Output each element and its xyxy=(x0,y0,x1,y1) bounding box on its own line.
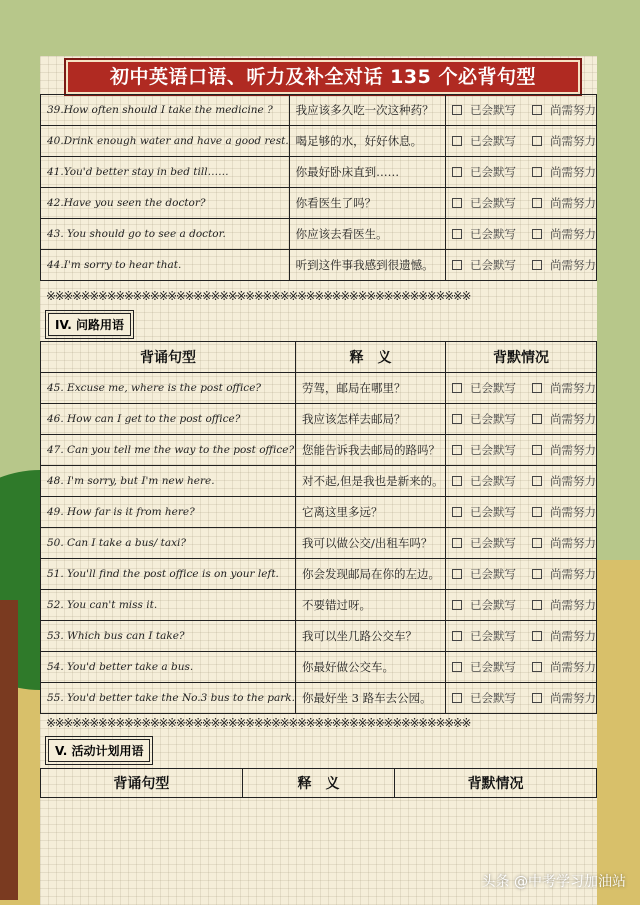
status-cell xyxy=(446,188,597,219)
checkbox-done[interactable] xyxy=(452,105,462,115)
status-done-label: 已会默写 xyxy=(470,567,516,581)
checkbox-todo[interactable] xyxy=(532,105,542,115)
status-todo-label: 尚需努力 xyxy=(550,165,596,179)
status-done-label: 已会默写 xyxy=(470,196,516,210)
checkbox-todo[interactable] xyxy=(532,538,542,548)
checkbox-done[interactable] xyxy=(452,600,462,610)
status-todo-label: 尚需努力 xyxy=(550,381,596,395)
checkbox-todo[interactable] xyxy=(532,476,542,486)
status-done-label: 已会默写 xyxy=(470,629,516,643)
english-phrase: 48. I'm sorry, but I'm new here. xyxy=(41,466,296,497)
status-todo-label: 尚需努力 xyxy=(550,258,596,272)
status-done-label: 已会默写 xyxy=(470,134,516,148)
status-todo-label: 尚需努力 xyxy=(550,412,596,426)
status-todo-label: 尚需努力 xyxy=(550,443,596,457)
table-row xyxy=(41,652,597,683)
checkbox-done[interactable] xyxy=(452,414,462,424)
chinese-meaning: 它离这里多远？ xyxy=(295,497,445,528)
table-row xyxy=(41,219,597,250)
status-todo-label: 尚需努力 xyxy=(550,505,596,519)
chinese-meaning: 你应该去看医生。 xyxy=(289,219,445,250)
header-meaning: 释 义 xyxy=(295,342,445,373)
status-todo-label: 尚需努力 xyxy=(550,474,596,488)
status-cell xyxy=(446,497,597,528)
checkbox-todo[interactable] xyxy=(532,600,542,610)
status-done-label: 已会默写 xyxy=(470,536,516,550)
status-done-label: 已会默写 xyxy=(470,598,516,612)
status-cell xyxy=(446,590,597,621)
chinese-meaning: 我可以做公交/出租车吗？ xyxy=(295,528,445,559)
status-todo-label: 尚需努力 xyxy=(550,629,596,643)
status-cell xyxy=(446,683,597,714)
checkbox-done[interactable] xyxy=(452,631,462,641)
checkbox-todo[interactable] xyxy=(532,229,542,239)
table-row xyxy=(41,95,597,126)
table-row xyxy=(41,559,597,590)
english-phrase: 40.Drink enough water and have a good rest. xyxy=(41,126,290,157)
status-todo-label: 尚需努力 xyxy=(550,227,596,241)
chinese-meaning: 劳驾，邮局在哪里？ xyxy=(295,373,445,404)
table-row xyxy=(41,621,597,652)
status-done-label: 已会默写 xyxy=(470,103,516,117)
watermark: 头条 @中考学习加油站 xyxy=(481,874,626,890)
checkbox-done[interactable] xyxy=(452,383,462,393)
checkbox-done[interactable] xyxy=(452,198,462,208)
checkbox-todo[interactable] xyxy=(532,445,542,455)
divider-stars-2: ※※※※※※※※※※※※※※※※※※※※※※※※※※※※※※※※※※※※※※※※※※※※※※※※※ xyxy=(46,716,471,730)
status-todo-label: 尚需努力 xyxy=(550,691,596,705)
phrase-table-top xyxy=(40,94,597,281)
checkbox-todo[interactable] xyxy=(532,260,542,270)
table-row xyxy=(41,590,597,621)
status-cell xyxy=(446,126,597,157)
header-status: 背默情况 xyxy=(446,342,597,373)
english-phrase: 52. You can't miss it. xyxy=(41,590,296,621)
checkbox-done[interactable] xyxy=(452,693,462,703)
english-phrase: 47. Can you tell me the way to the post office? xyxy=(41,435,296,466)
english-phrase: 45. Excuse me, where is the post office? xyxy=(41,373,296,404)
checkbox-todo[interactable] xyxy=(532,569,542,579)
status-done-label: 已会默写 xyxy=(470,691,516,705)
table-row xyxy=(41,528,597,559)
status-todo-label: 尚需努力 xyxy=(550,134,596,148)
english-phrase: 54. You'd better take a bus. xyxy=(41,652,296,683)
status-done-label: 已会默写 xyxy=(470,660,516,674)
checkbox-todo[interactable] xyxy=(532,136,542,146)
table-row xyxy=(41,157,597,188)
checkbox-todo[interactable] xyxy=(532,631,542,641)
checkbox-todo[interactable] xyxy=(532,167,542,177)
header-meaning: 释 义 xyxy=(242,769,394,798)
status-done-label: 已会默写 xyxy=(470,227,516,241)
status-cell xyxy=(446,373,597,404)
status-cell xyxy=(446,404,597,435)
chinese-meaning: 你会发现邮局在你的左边。 xyxy=(295,559,445,590)
header-phrase: 背诵句型 xyxy=(41,342,296,373)
chinese-meaning: 我可以坐几路公交车？ xyxy=(295,621,445,652)
checkbox-done[interactable] xyxy=(452,507,462,517)
table-row xyxy=(41,683,597,714)
chinese-meaning: 你最好做公交车。 xyxy=(295,652,445,683)
english-phrase: 42.Have you seen the doctor? xyxy=(41,188,290,219)
phrase-table-iv xyxy=(40,341,597,714)
checkbox-done[interactable] xyxy=(452,662,462,672)
english-phrase: 50. Can I take a bus/ taxi? xyxy=(41,528,296,559)
english-phrase: 44.I'm sorry to hear that. xyxy=(41,250,290,281)
status-todo-label: 尚需努力 xyxy=(550,536,596,550)
checkbox-todo[interactable] xyxy=(532,414,542,424)
status-done-label: 已会默写 xyxy=(470,505,516,519)
chinese-meaning: 你最好卧床直到…… xyxy=(289,157,445,188)
checkbox-done[interactable] xyxy=(452,229,462,239)
chinese-meaning: 对不起,但是我也是新来的。 xyxy=(295,466,445,497)
status-done-label: 已会默写 xyxy=(470,258,516,272)
status-cell xyxy=(446,528,597,559)
status-cell xyxy=(446,250,597,281)
status-cell xyxy=(446,157,597,188)
table-row xyxy=(41,404,597,435)
header-status: 背默情况 xyxy=(395,769,597,798)
status-done-label: 已会默写 xyxy=(470,474,516,488)
chinese-meaning: 你最好坐 3 路车去公园。 xyxy=(295,683,445,714)
table-row xyxy=(41,497,597,528)
table-row xyxy=(41,250,597,281)
header-phrase: 背诵句型 xyxy=(41,769,243,798)
status-done-label: 已会默写 xyxy=(470,412,516,426)
english-phrase: 49. How far is it from here? xyxy=(41,497,296,528)
english-phrase: 55. You'd better take the No.3 bus to the park. xyxy=(41,683,296,714)
chinese-meaning: 听到这件事我感到很遗憾。 xyxy=(289,250,445,281)
checkbox-todo[interactable] xyxy=(532,507,542,517)
chinese-meaning: 不要错过呀。 xyxy=(295,590,445,621)
table-row xyxy=(41,435,597,466)
divider-stars-1: ※※※※※※※※※※※※※※※※※※※※※※※※※※※※※※※※※※※※※※※※※※※※※※※※※ xyxy=(46,289,471,303)
page-title: 初中英语口语、听力及补全对话 135 个必背句型 xyxy=(66,60,580,94)
checkbox-todo[interactable] xyxy=(532,662,542,672)
checkbox-done[interactable] xyxy=(452,445,462,455)
status-todo-label: 尚需努力 xyxy=(550,196,596,210)
checkbox-todo[interactable] xyxy=(532,383,542,393)
table-row xyxy=(41,466,597,497)
english-phrase: 41.You'd better stay in bed till…… xyxy=(41,157,290,188)
english-phrase: 51. You'll find the post office is on your left. xyxy=(41,559,296,590)
table-row xyxy=(41,126,597,157)
status-cell xyxy=(446,559,597,590)
english-phrase: 53. Which bus can I take? xyxy=(41,621,296,652)
table-row xyxy=(41,373,597,404)
chinese-meaning: 您能告诉我去邮局的路吗？ xyxy=(295,435,445,466)
status-cell xyxy=(446,466,597,497)
chinese-meaning: 我应该多久吃一次这种药？ xyxy=(289,95,445,126)
chinese-meaning: 你看医生了吗？ xyxy=(289,188,445,219)
status-todo-label: 尚需努力 xyxy=(550,567,596,581)
status-cell xyxy=(446,621,597,652)
checkbox-todo[interactable] xyxy=(532,198,542,208)
status-cell xyxy=(446,95,597,126)
checkbox-done[interactable] xyxy=(452,260,462,270)
status-cell xyxy=(446,219,597,250)
status-todo-label: 尚需努力 xyxy=(550,598,596,612)
status-done-label: 已会默写 xyxy=(470,381,516,395)
english-phrase: 43. You should go to see a doctor. xyxy=(41,219,290,250)
chinese-meaning: 喝足够的水，好好休息。 xyxy=(289,126,445,157)
status-cell xyxy=(446,435,597,466)
chinese-meaning: 我应该怎样去邮局？ xyxy=(295,404,445,435)
checkbox-done[interactable] xyxy=(452,538,462,548)
status-done-label: 已会默写 xyxy=(470,443,516,457)
status-cell xyxy=(446,652,597,683)
status-done-label: 已会默写 xyxy=(470,165,516,179)
checkbox-done[interactable] xyxy=(452,476,462,486)
checkbox-done[interactable] xyxy=(452,167,462,177)
status-todo-label: 尚需努力 xyxy=(550,660,596,674)
status-todo-label: 尚需努力 xyxy=(550,103,596,117)
table-row xyxy=(41,188,597,219)
checkbox-done[interactable] xyxy=(452,569,462,579)
checkbox-done[interactable] xyxy=(452,136,462,146)
checkbox-todo[interactable] xyxy=(532,693,542,703)
section-iv-label: IV. 问路用语 xyxy=(48,313,131,336)
phrase-table-v xyxy=(40,768,597,798)
english-phrase: 39.How often should I take the medicine ? xyxy=(41,95,290,126)
section-v-label: V. 活动计划用语 xyxy=(48,739,150,762)
english-phrase: 46. How can I get to the post office? xyxy=(41,404,296,435)
